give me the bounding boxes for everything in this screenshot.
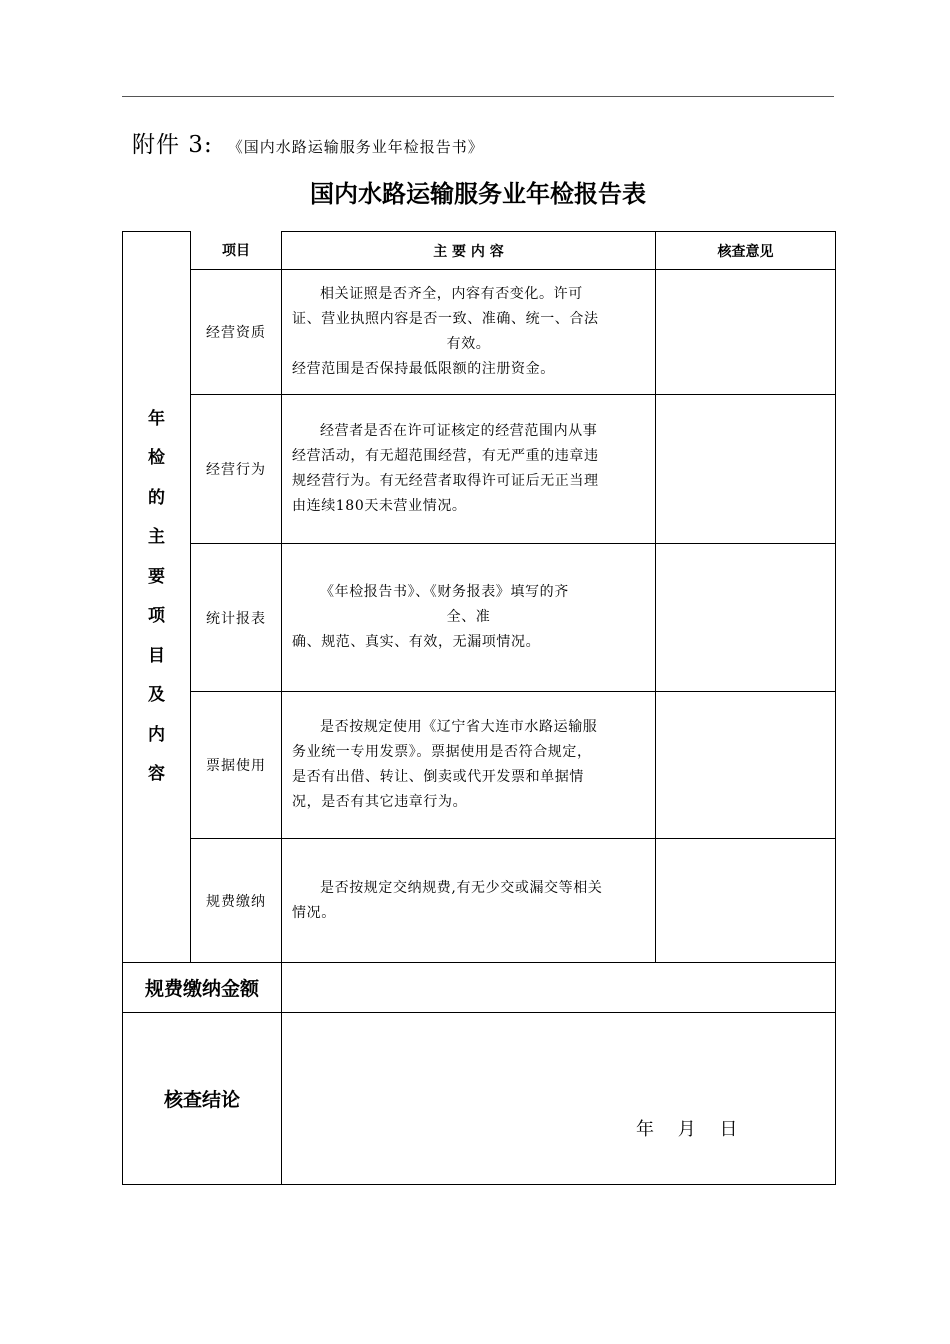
content-line: 经营者是否在许可证核定的经营范围内从事	[320, 423, 598, 439]
attachment-subtitle: 《国内水路运输服务业年检报告书》	[227, 138, 484, 156]
conclusion-label: 核查结论	[123, 1013, 282, 1185]
row-item-name: 规费缴纳	[191, 839, 282, 963]
row-content	[282, 692, 656, 839]
content-line: 经营活动，有无超范围经营，有无严重的违章违	[292, 448, 599, 464]
conclusion-cell[interactable]	[282, 1013, 836, 1185]
vertical-label-char: 主	[148, 527, 165, 547]
row-item-name: 统计报表	[191, 544, 282, 692]
attachment-line	[132, 126, 484, 159]
row-content	[282, 544, 656, 692]
conclusion-row	[123, 1013, 836, 1185]
content-line: 是否按规定使用《辽宁省大连市水路运输服	[320, 719, 598, 735]
content-line: 确、规范、真实、有效，无漏项情况。	[292, 634, 541, 650]
header-rule	[122, 96, 834, 97]
content-line: 有效。	[446, 336, 491, 352]
table-row	[123, 270, 836, 395]
fee-amount-label: 规费缴纳金额	[123, 963, 282, 1013]
table-row	[123, 692, 836, 839]
table-row	[123, 544, 836, 692]
report-table	[122, 231, 836, 1185]
vertical-label-char: 年	[148, 408, 165, 429]
vertical-label-char: 内	[148, 724, 165, 745]
content-line: 情况。	[292, 904, 336, 921]
content-line: 是否按规定交纳规费,有无少交或漏交等相关	[320, 879, 603, 896]
row-content	[282, 839, 656, 963]
vertical-label-char: 项	[148, 606, 165, 626]
content-line: 规经营行为。有无经营者取得许可证后无正当理	[292, 473, 599, 489]
vertical-label-char: 目	[148, 645, 165, 666]
attachment-label: 附件 3:	[132, 132, 213, 158]
row-opinion-cell[interactable]	[656, 839, 836, 963]
content-line: 相关证照是否齐全，内容有否变化。许可	[320, 286, 583, 302]
row-item-name: 经营行为	[191, 395, 282, 544]
table-row	[123, 839, 836, 963]
vertical-label-char: 及	[148, 685, 165, 705]
vertical-label-char: 检	[148, 448, 165, 468]
row-opinion-cell[interactable]	[656, 692, 836, 839]
table-row	[123, 395, 836, 544]
row-item-name: 经营资质	[191, 270, 282, 395]
fee-amount-row	[123, 963, 836, 1013]
vertical-label	[123, 400, 190, 795]
content-line: 经营范围是否保持最低限额的注册资金。	[292, 361, 555, 377]
document-title: 国内水路运输服务业年检报告表	[310, 180, 646, 208]
content-line: 全、准	[446, 609, 491, 625]
row-opinion-cell[interactable]	[656, 395, 836, 544]
content-line: 证、营业执照内容是否一致、准确、统一、合法	[292, 311, 599, 327]
content-line: 《年检报告书》、《财务报表》填写的齐	[320, 584, 569, 600]
content-line: 是否有出借、转让、倒卖或代开发票和单据情	[292, 769, 584, 785]
row-opinion-cell[interactable]	[656, 544, 836, 692]
conclusion-date: 年 月 日	[636, 1119, 738, 1140]
row-item-name: 票据使用	[191, 692, 282, 839]
content-line: 况，是否有其它违章行为。	[292, 794, 468, 810]
vertical-label-cell	[123, 232, 191, 963]
header-item: 项目	[191, 232, 282, 270]
table-header-row	[123, 232, 836, 270]
row-content	[282, 395, 656, 544]
fee-amount-value[interactable]	[282, 963, 836, 1013]
header-main-content: 主 要 内 容	[282, 232, 656, 270]
header-opinion: 核查意见	[656, 232, 836, 270]
vertical-label-char: 的	[148, 487, 165, 508]
row-opinion-cell[interactable]	[656, 270, 836, 395]
vertical-label-char: 容	[148, 764, 165, 784]
content-line: 务业统一专用发票》。票据使用是否符合规定，	[292, 744, 592, 760]
vertical-label-char: 要	[148, 566, 165, 587]
content-line: 由连续180天未营业情况。	[292, 498, 467, 514]
row-content	[282, 270, 656, 395]
